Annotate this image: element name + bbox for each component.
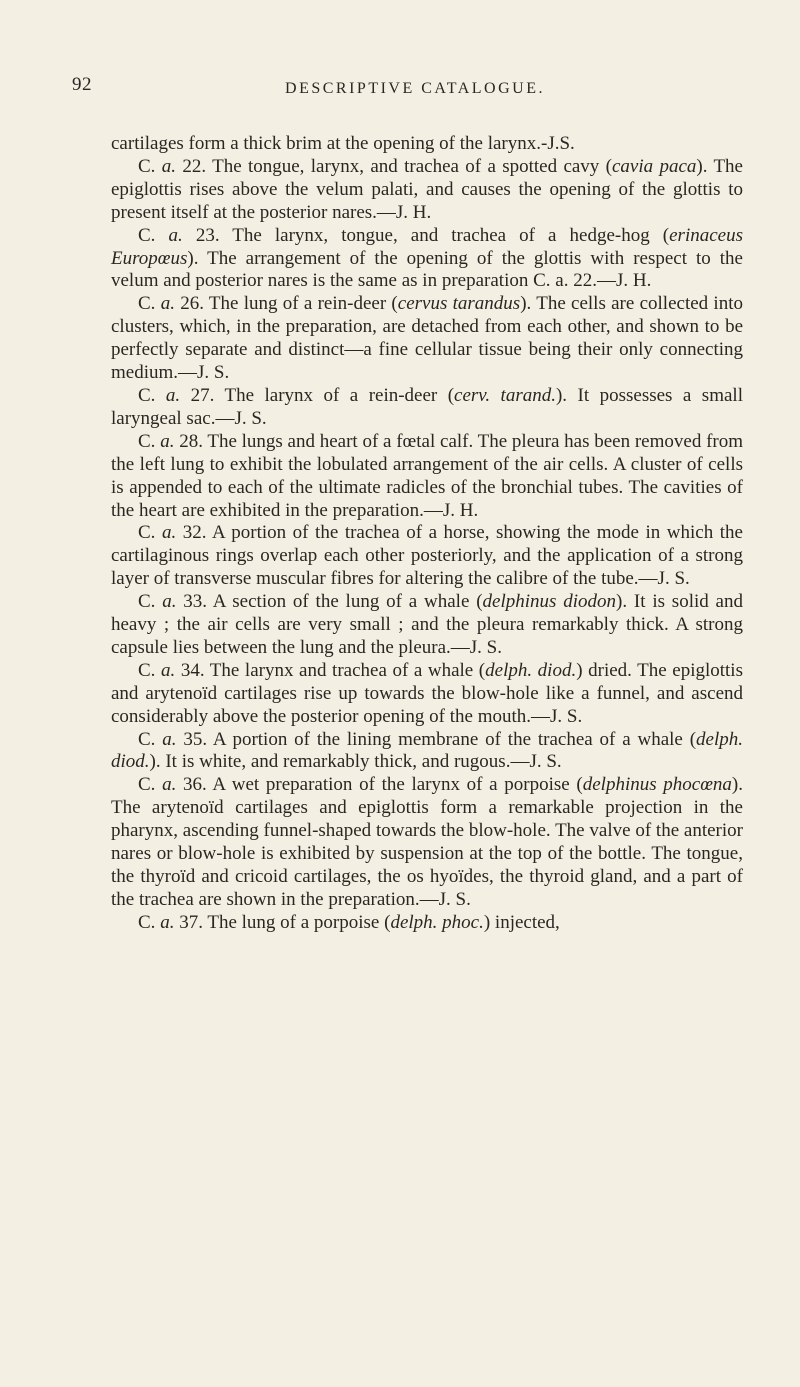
page-number: 92 (72, 74, 92, 95)
catalogue-entry (111, 385, 743, 431)
entry-text: ). The cells are collected into clusters, which, in the preparation, are detached from each other, and shown to be perfectly separate and distinct—a fine cellular tissue being their only connecting medium.—J. S. (111, 293, 743, 384)
entry-text: 37. The lung of a porpoise ( (174, 911, 391, 933)
running-title: DESCRIPTIVE CATALOGUE. (285, 80, 545, 97)
entry-text: ). The arytenoïd cartilages and epiglottis form a remarkable projection in the pharynx, ascending funnel-shaped towards the blow-hole. The valve of the anterior nares or blow-hole is exhibited by suspension at the top of the bottle. The tongue, the thyroïd and cricoid cartilages, the os hyoïdes, the thyroid gland, and a part of the trachea are shown in the preparation.—J. S. (111, 774, 743, 910)
entry-label: C. (138, 430, 161, 452)
species-name: delph. diod. (111, 728, 743, 773)
entry-series: a. (160, 293, 175, 315)
entry-series: a. (160, 911, 175, 933)
entry-text: ). The arrangement of the opening of the glottis with respect to the velum and posterior nares is the same as in preparation C. a. 22.—J. H. (111, 247, 743, 292)
catalogue-entry (111, 431, 743, 523)
catalogue-entry (111, 133, 743, 156)
catalogue-entry (111, 225, 743, 294)
entry-label: C. (138, 659, 161, 681)
catalogue-entry (111, 660, 743, 729)
entry-text: ). It is solid and heavy ; the air cells are very small ; and the pleura remarkably thick. A strong capsule lies between the lung and the pleura.—J. S. (111, 591, 743, 658)
entry-text: 36. A wet preparation of the larynx of a porpoise ( (176, 774, 583, 796)
entry-series: a. (162, 728, 177, 750)
entry-text: 26. The lung of a rein-deer ( (174, 293, 398, 315)
entry-text: ). It is white, and remarkably thick, and rugous.—J. S. (149, 751, 562, 773)
entry-text: ). It possesses a small laryngeal sac.—J. S. (111, 384, 743, 429)
catalogue-entry (111, 591, 743, 660)
species-name: delph. diod. (485, 659, 577, 681)
entry-text: 32. A portion of the trachea of a horse, showing the mode in which the cartilaginous rings overlap each other posteriorly, and the application of a strong layer of transverse muscular fibres for altering the calibre of the tube.—J. S. (111, 522, 743, 590)
entry-text: ) dried. The epiglottis and arytenoïd cartilages rise up towards the blow-hole like a funnel, and ascend considerably above the posterior opening of the mouth.—J. S. (111, 659, 743, 727)
catalogue-entry (111, 774, 743, 911)
entry-series: a. (162, 774, 177, 796)
entry-series: a. (161, 155, 177, 177)
entry-series: a. (161, 522, 177, 544)
entry-label: C. (138, 774, 163, 796)
entry-series: a. (165, 384, 181, 406)
catalogue-entry (111, 912, 743, 935)
entry-series: a. (162, 591, 177, 613)
entry-label: C. (138, 155, 162, 177)
entry-text: ) injected, (483, 911, 560, 933)
entry-series: a. (168, 224, 183, 246)
entry-text: cartilages form a thick brim at the opening of the larynx.-J.S. (111, 133, 575, 154)
species-name: delphinus phocœna (582, 774, 732, 796)
catalogue-body (111, 133, 743, 935)
entry-text: 28. The lungs and heart of a fœtal calf. The pleura has been removed from the left lung to exhibit the lobulated arrangement of the air cells. A cluster of cells is appended to each of the ultimate radicles of the bronchial tubes. The cavities of the heart are exhibited in the preparation.—J. H. (111, 430, 743, 521)
entry-label: C. (138, 384, 166, 406)
species-name: erinaceus Europœus (111, 224, 743, 269)
entry-series: a. (161, 659, 176, 681)
catalogue-entry (111, 729, 743, 775)
entry-label: C. (138, 224, 169, 246)
entry-text: 22. The tongue, larynx, and trachea of a spotted cavy ( (176, 155, 612, 177)
entry-text: 23. The larynx, tongue, and trachea of a hedge-hog ( (182, 224, 670, 246)
entry-label: C. (138, 728, 163, 750)
species-name: delph. phoc. (390, 911, 484, 933)
entry-text: 34. The larynx and trachea of a whale ( (175, 659, 486, 681)
species-name: cerv. tarand. (454, 384, 556, 406)
entry-label: C. (138, 591, 163, 613)
entry-label: C. (138, 911, 161, 933)
species-name: delphinus diodon (482, 591, 617, 613)
catalogue-entry (111, 156, 743, 225)
entry-label: C. (138, 293, 161, 315)
entry-text: 35. A portion of the lining membrane of the trachea of a whale ( (176, 728, 697, 750)
entry-label: C. (138, 522, 162, 544)
entry-text: ). The epiglottis rises above the velum palati, and causes the opening of the glottis to present itself at the posterior nares.—J. H. (111, 155, 743, 223)
species-name: cavia paca (611, 155, 697, 177)
catalogue-entry (111, 522, 743, 591)
entry-text: 33. A section of the lung of a whale ( (176, 591, 483, 613)
catalogue-entry (111, 293, 743, 385)
species-name: cervus tarandus (397, 293, 521, 315)
entry-text: 27. The larynx of a rein-deer ( (180, 384, 455, 406)
entry-series: a. (160, 430, 175, 452)
